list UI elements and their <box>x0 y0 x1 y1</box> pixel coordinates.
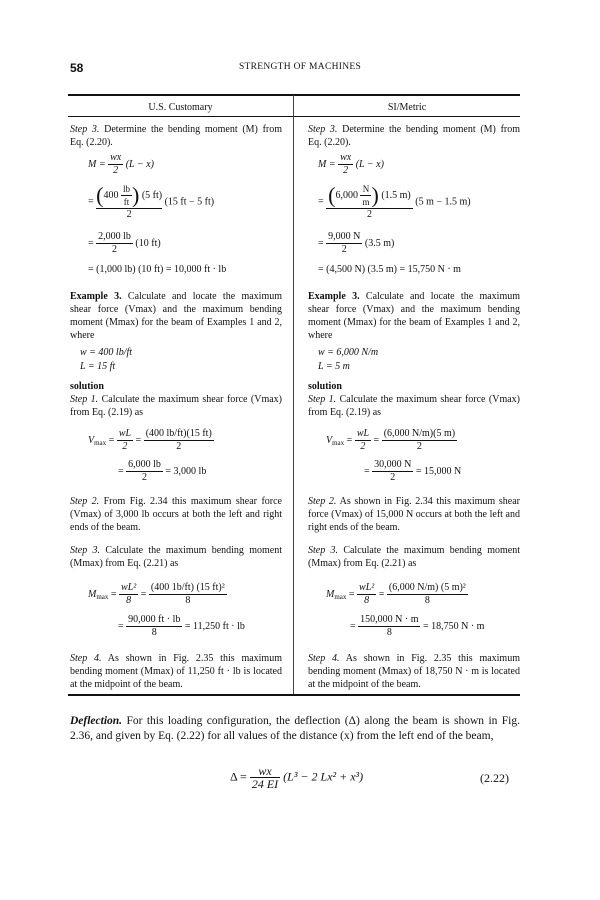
us-step2-text: From Fig. 2.34 this maximum shear force (Vmax) of 3,000 lb occurs at both the left and right ends of the beam. <box>70 496 282 533</box>
us-solution-label: solution <box>70 381 104 392</box>
deflection-equation <box>230 765 363 790</box>
si-example3-paragraph <box>308 290 520 342</box>
table-bottom-rule <box>68 694 520 696</box>
us-m2-eq: = <box>88 196 94 208</box>
us-m-num: wx <box>110 152 122 163</box>
us-step3-label: Step 3. <box>70 124 100 135</box>
si-mmax2-tail: = 18,750 N · m <box>422 620 485 632</box>
us-mmax-eq2: = <box>140 588 147 600</box>
si-given-w: w = 6,000 N/m <box>318 347 379 358</box>
si-step2-paragraph <box>308 495 520 534</box>
si-mmax-num2: (6,000 N/m) (5 m)² <box>388 582 466 593</box>
us-ex3-label: Example 3. <box>70 291 122 302</box>
deflection-eq-den: 24 EI <box>251 777 279 791</box>
us-mmax2-den: 8 <box>151 627 157 638</box>
us-example3-paragraph <box>70 290 282 342</box>
us-m2-den: 2 <box>126 209 132 220</box>
us-step2-label: Step 2. <box>70 496 100 507</box>
si-mmax-eq1: = <box>348 588 355 600</box>
si-m3-eq: = <box>318 237 324 249</box>
us-mmax-den2: 8 <box>185 595 191 606</box>
si-m2-eq: = <box>318 196 324 208</box>
si-vmax-eq1: = <box>346 434 353 446</box>
us-m-rest: (L − x) <box>125 158 154 170</box>
deflection-lead: Deflection. <box>70 715 123 727</box>
si-metric-heading: SI/Metric <box>387 102 427 113</box>
si-mmax-equation <box>326 582 468 607</box>
us-vmax-den2: 2 <box>176 441 182 452</box>
us-customary-heading: U.S. Customary <box>148 102 213 113</box>
us-step4-paragraph <box>70 652 282 691</box>
si-vmax2-num: 30,000 N <box>374 459 412 470</box>
si-mmax-den1: 8 <box>364 595 370 606</box>
table-head-rule <box>68 116 520 117</box>
si-mmax2-num: 150,000 N · m <box>360 614 419 625</box>
si-step2-label: Step 2. <box>308 496 337 507</box>
si-m3-tail: (3.5 m) <box>364 237 395 249</box>
us-given-l: L = 15 ft <box>80 361 116 372</box>
us-m3-eq: = <box>88 237 94 249</box>
us-step2-paragraph <box>70 495 282 534</box>
si-m3-den: 2 <box>341 244 347 255</box>
us-vmax-equation <box>88 428 214 453</box>
us-m-lhs: M = <box>88 158 106 170</box>
us-moment-equation <box>88 152 154 177</box>
us-vmax-den1: 2 <box>122 441 128 452</box>
si-mmax-line2 <box>350 614 484 639</box>
us-m3-tail: (10 ft) <box>135 237 161 249</box>
si-mmax-eq2: = <box>378 588 385 600</box>
us-m-den: 2 <box>113 165 119 176</box>
si-mmax-num1: wL² <box>359 582 375 593</box>
us-step3-paragraph <box>70 123 282 149</box>
us-step3b-paragraph <box>70 544 282 570</box>
si-solution-label: solution <box>308 381 342 392</box>
us-vmax-num1: wL <box>118 428 132 439</box>
si-step4-text: As shown in Fig. 2.35 this maximum bending moment (Mmax) of 18,750 N · m is located at the midpoint of the beam. <box>308 653 520 690</box>
us-vmax-sub: max <box>94 438 107 447</box>
si-step3b-text: Calculate the maximum bending moment (Mmax) from Eq. (2.21) as <box>308 545 520 569</box>
us-m3-den: 2 <box>112 244 118 255</box>
si-ex3-label: Example 3. <box>308 291 360 302</box>
us-moment-line4: = (1,000 lb) (10 ft) = 10,000 ft · lb <box>88 264 227 275</box>
si-mmax-den2: 8 <box>424 595 430 606</box>
si-moment-line3 <box>318 231 394 256</box>
us-vmax2-eq: = <box>118 465 124 477</box>
us-vmax2-den: 2 <box>142 472 148 483</box>
us-mmax-num2: (400 1b/ft) (15 ft)² <box>150 582 225 593</box>
us-m2-val: 400 <box>103 189 119 201</box>
us-m3-num: 2,000 lb <box>98 231 131 242</box>
si-m3-num: 9,000 N <box>328 231 361 242</box>
deflection-text: For this loading configuration, the deflection (Δ) along the beam is shown in Fig. 2.36, and given by Eq. (2.22) for all values of the distance (x) from the left end of the beam, <box>70 715 521 742</box>
us-ex3-text: Calculate and locate the maximum shear force (Vmax) and the maximum bending moment (Mmax) for the beam of Examples 1 and 2, where <box>70 291 282 341</box>
si-mmax-sub: max <box>334 592 347 601</box>
us-moment-line2 <box>88 183 214 221</box>
si-step3-paragraph <box>308 123 520 149</box>
si-vmax-num2: (6,000 N/m)(5 m) <box>383 428 456 439</box>
us-vmax2-tail: = 3,000 lb <box>165 465 207 477</box>
si-m-den: 2 <box>343 165 349 176</box>
si-m2-val: 6,000 <box>335 189 358 201</box>
si-step3-text: Determine the bending moment (M) from Eq. (2.20). <box>308 124 521 148</box>
us-mmax-sub: max <box>96 592 109 601</box>
us-vmax-line2 <box>118 459 206 484</box>
running-title: STRENGTH OF MACHINES <box>238 62 362 72</box>
us-m2-unit-den: ft <box>123 197 130 207</box>
si-m-lhs: M = <box>318 158 336 170</box>
si-solution-block <box>308 380 520 419</box>
si-step1-label: Step 1. <box>308 394 337 405</box>
us-mmax-lhs: M <box>88 588 97 600</box>
us-mmax-num1: wL² <box>121 582 137 593</box>
si-mmax-lhs: M <box>326 588 335 600</box>
us-step3-text: Determine the bending moment (M) from Eq. (2.20). <box>70 124 283 148</box>
si-moment-line4: = (4,500 N) (3.5 m) = 15,750 N · m <box>318 264 461 275</box>
us-m2-paren-left: ( <box>96 182 104 208</box>
si-vmax-den1: 2 <box>360 441 366 452</box>
si-mmax2-den: 8 <box>386 627 392 638</box>
us-step1-text: Calculate the maximum shear force (Vmax) from Eq. (2.19) as <box>70 394 283 418</box>
us-mmax-eq1: = <box>110 588 117 600</box>
si-vmax-sub: max <box>332 438 345 447</box>
si-step3-label: Step 3. <box>308 124 338 135</box>
us-mmax-den1: 8 <box>126 595 132 606</box>
si-m2-paren-right: ) <box>371 182 379 208</box>
us-vmax-eq2: = <box>135 434 142 446</box>
si-step4-paragraph <box>308 652 520 691</box>
us-m2-tail: (15 ft − 5 ft) <box>164 196 215 208</box>
us-step3b-text: Calculate the maximum bending moment (Mmax) from Eq. (2.21) as <box>70 545 282 569</box>
si-moment-line2 <box>318 183 471 221</box>
us-vmax-lhs: V <box>88 434 95 446</box>
si-ex3-text: Calculate and locate the maximum shear force (Vmax) and the maximum bending moment (Mmax) for the beam of Examples 1 and 2, where <box>308 291 520 341</box>
us-mmax2-num: 90,000 ft · lb <box>128 614 181 625</box>
si-vmax2-eq: = <box>364 465 370 477</box>
si-step1-text: Calculate the maximum shear force (Vmax) from Eq. (2.19) as <box>308 394 521 418</box>
us-mmax-line2 <box>118 614 245 639</box>
si-vmax2-tail: = 15,000 N <box>415 465 462 477</box>
si-m-num: wx <box>340 152 352 163</box>
si-step4-label: Step 4. <box>308 653 340 664</box>
us-moment-line3 <box>88 231 161 256</box>
si-m2-unit-den: m <box>362 197 370 207</box>
si-mmax2-eq: = <box>350 620 356 632</box>
si-step3b-label: Step 3. <box>308 545 339 556</box>
us-step4-label: Step 4. <box>70 653 102 664</box>
si-vmax-lhs: V <box>326 434 333 446</box>
us-mmax2-eq: = <box>118 620 124 632</box>
si-m2-tail: (5 m − 1.5 m) <box>415 196 471 208</box>
equation-number: (2.22) <box>480 771 509 785</box>
si-vmax-equation <box>326 428 457 453</box>
si-step2-text: As shown in Fig. 2.34 this maximum shear force (Vmax) of 15,000 N occurs at both the left and right ends of the beam. <box>308 496 521 533</box>
us-mmax2-tail: = 11,250 ft · lb <box>184 620 245 632</box>
deflection-eq-num: wx <box>250 765 280 778</box>
si-vmax-den2: 2 <box>416 441 422 452</box>
si-m2-unit-num: N <box>360 183 371 196</box>
us-vmax-num2: (400 lb/ft)(15 ft) <box>145 428 212 439</box>
si-m-rest: (L − x) <box>355 158 384 170</box>
us-m2-after: (5 ft) <box>141 189 163 201</box>
deflection-paragraph <box>70 714 520 744</box>
table-top-rule <box>68 94 520 96</box>
deflection-eq-rest: (L³ − 2 Lx² + x³) <box>283 769 364 784</box>
si-m2-paren-left: ( <box>328 182 336 208</box>
column-divider <box>293 95 294 694</box>
si-vmax-line2 <box>364 459 461 484</box>
us-step3b-label: Step 3. <box>70 545 101 556</box>
si-step3b-paragraph <box>308 544 520 570</box>
si-moment-equation <box>318 152 384 177</box>
si-m2-after: (1.5 m) <box>381 189 411 201</box>
si-m2-den: 2 <box>366 209 372 220</box>
si-given-l: L = 5 m <box>318 361 350 372</box>
si-vmax-num1: wL <box>356 428 370 439</box>
us-step1-label: Step 1. <box>70 394 99 405</box>
page-number: 58 <box>70 61 84 75</box>
us-vmax2-num: 6,000 lb <box>128 459 161 470</box>
us-solution-block <box>70 380 282 419</box>
us-vmax-eq1: = <box>108 434 115 446</box>
si-vmax2-den: 2 <box>390 472 396 483</box>
us-m2-unit-num: lb <box>122 184 130 194</box>
si-vmax-eq2: = <box>373 434 380 446</box>
us-given-w: w = 400 lb/ft <box>80 347 133 358</box>
us-mmax-equation <box>88 582 227 607</box>
us-m2-paren-right: ) <box>131 182 140 208</box>
us-step4-text: As shown in Fig. 2.35 this maximum bending moment (Mmax) of 11,250 ft · lb is located at the midpoint of the beam. <box>70 653 282 690</box>
deflection-eq-lhs: Δ = <box>230 769 247 784</box>
